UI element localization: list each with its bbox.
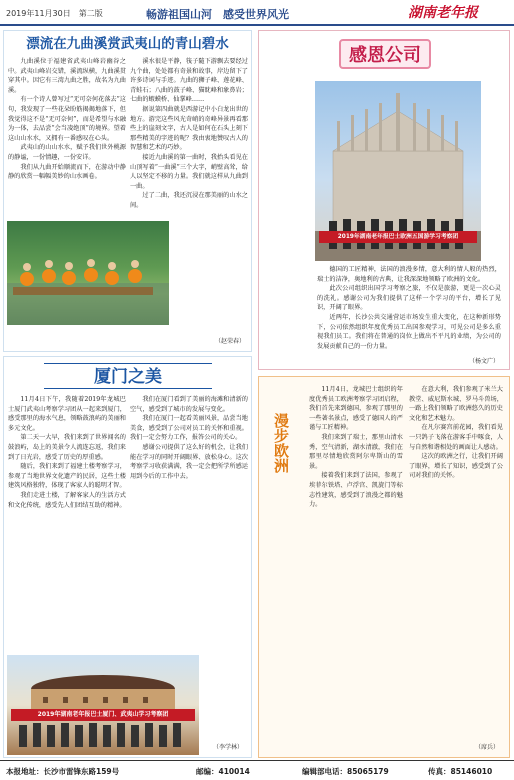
- photo-banner: 2019年湖南老年报巴士厦门、武夷山学习考察团: [11, 709, 195, 721]
- article-europe: [258, 376, 510, 758]
- newspaper-logo: 湖南老年报: [408, 5, 478, 21]
- paragraph: 感谢公司提供了这么好的机会，让我们能在学习的同时开阔眼界、放松身心。这次考察学习收获满满，我一定会把所学所感运用到今后的工作中去。: [130, 443, 248, 480]
- paragraph: 近两年，长沙公共交通营运市场发生重大变化，在这种新形势下，公司依然组织年度优秀员工出国参观学习，可见公司是多么重视我们员工。我们将在普通的岗位上做出不平凡的业绩，为公司的发展贡献自己的一份力量。: [317, 313, 501, 350]
- paragraph: 我们走进土楼，了解客家人的生活方式和文化传统，感受先人们团结互助的精神。: [8, 491, 126, 509]
- article-title: 厦门之美: [44, 363, 212, 389]
- paragraph: 九曲溪位于福建省武夷山峰岩幽谷之中。武夷山峰岩交错，溪流纵横，九曲溪贯穿其中。因它有三湾九曲之胜，故名为九曲溪。: [8, 58, 126, 94]
- paragraph: 我们在厦门一起看美丽风景，品尝当地美食，感受到了公司对员工的关怀和重视。我们一定会努力工作，报答公司的关心。: [130, 415, 248, 442]
- paragraph: 武夷山的山山水水，赋予我们世外桃源的静谧，一份情趣，一份安详。: [8, 144, 126, 161]
- paragraph: 此次公司组织出国学习考察之旅，不仅是旅游，更是一次心灵的洗礼。感谢公司为我们提供了这样一个学习的平台，增长了见识，开阔了眼界。: [317, 285, 501, 312]
- paragraph: 溪水很是平静，筏子隨下游飘去要经过九个曲，处处都有奇景和故事，岸边留下了许多诗词与手迹。九曲的狮子峰、莲花峰、青蛙石；八曲的鼓子峰、猫眈峰和象鼻岩；七曲的蝦蟆桥、仙掌峰……: [130, 58, 248, 104]
- article-title: 感恩公司: [339, 39, 431, 69]
- paragraph: 德国的工匠精神，法国的浪漫多情，意大利的情人般的热烈，瑞士的洁净，奥地利的古典，让我深深地领略了欧洲的文化。: [317, 266, 501, 283]
- article-col-right: [130, 57, 248, 211]
- footer-postcode: 邮编：410014: [196, 767, 250, 776]
- article-col-left: [8, 395, 126, 510]
- page-header: [0, 0, 514, 26]
- author-signature: （席兵）: [474, 744, 499, 751]
- footer-fax: 传真：85146010: [428, 767, 493, 776]
- article-col-right: [130, 395, 248, 481]
- paragraph: 接着我们来到了法国，参观了埃菲尔铁塔、卢浮宫、凯旋门等标志性建筑，感受到了浪漫之都的魅力。: [309, 472, 403, 509]
- issue-date: 2019年11月30日 第二版: [6, 9, 103, 18]
- paragraph: 随后，我们来到了福建土楼考察学习，参观了当地世界文化遗产的民居，这些土楼建筑风格独特，体现了客家人的聪明才智。: [8, 463, 126, 490]
- paragraph: 第二天一大早，我们来到了世界闻名的鼓浪屿，岛上的美景令人流连忘返，我们来到了日光岩，感受了历史的厚重感。: [8, 434, 126, 461]
- article-wuyi: [3, 30, 252, 352]
- paragraph: 11月4日，龙城巴士组织的年度优秀员工欧洲考察学习团启程，我们首先来到德国，参观了那里的一些著名景点，感受了德国人的严谨与工匠精神。: [309, 386, 403, 432]
- paragraph: 我们在厦门看到了美丽的海滩和清新的空气，感受到了城市的发展与变化。: [130, 396, 248, 413]
- footer-address: 本报地址：长沙市雷锋东路159号: [6, 767, 120, 776]
- paragraph: 接近九曲溪的第一曲时，我抬头看见在山顶写着“一曲溪”三个大字，峭壁高耸，给人以坚定不移的力量。我们就这样从九曲到一曲。: [130, 153, 248, 190]
- article-gratitude: [258, 30, 510, 370]
- paragraph: 在凡尔赛宫前花园，我们看见一只鸽子飞落在游客手中啄食，人与自然和谐相处的画面让人感动。: [409, 424, 503, 451]
- photo-banner: 2019年湖南老年报巴士欧洲五国游学习考察团: [319, 231, 477, 243]
- paragraph: 有一个诗人曾写过“无可奈何花落去”这句，我发现了一些花朵盼筋揭揭地落下，但我觉得这不是“无可奈何”，而是希望与水融为一体，去品尝“会当凌绝顶”的境界。望着这山山水水，又拥有一番感叹在心头。: [8, 96, 126, 142]
- article-xiamen: [3, 356, 252, 758]
- paragraph: 过了二曲，我还沉浸在那美丽的山水之间。: [130, 192, 248, 209]
- author-signature: （赵荣春）: [214, 338, 245, 345]
- author-signature: （李学林）: [212, 744, 243, 751]
- paragraph: 据说第四曲就是西游记中小白龙出世的地方。游完这些风光奇峭的奇峰异景再看那些上的崖刻文字，古人是如何在石头上刻下那些精美的字迹的呢？我由衷地赞叹古人的智慧和艺术的巧妙。: [130, 105, 248, 152]
- footer-editor-phone: 编辑部电话：85065179: [302, 767, 389, 776]
- rafting-photo: [7, 221, 169, 325]
- tulou-photo: [7, 655, 199, 755]
- article-col-left: [309, 385, 403, 510]
- article-col-left: [8, 57, 126, 182]
- milan-cathedral-photo: [315, 81, 481, 261]
- page-footer: [0, 760, 514, 780]
- column-title: 畅游祖国山河 感受世界风光: [146, 8, 289, 21]
- paragraph: 在意大利，我们参观了米兰大教堂、威尼斯水城、罗马斗兽场，一路上我们领略了欧洲悠久的历史文化和艺术魅力。: [409, 386, 503, 422]
- author-signature: （杨文广）: [468, 358, 499, 365]
- paragraph: 我们来到了瑞士，那里山清水秀，空气清新，湖水清澈，我们在那里尽情地欣赏阿尔卑斯山的雪景。: [309, 433, 403, 470]
- article-title: 漫步欧洲: [272, 413, 290, 473]
- paragraph: 我们从九曲开始顺流而下，在游动中静静的欣赏一幅幅美妙的山水画卷。: [8, 163, 126, 181]
- article-col-right: [409, 385, 503, 481]
- paragraph: 这次的欧洲之行，让我们开阔了眼界，增长了知识，感受到了公司对我们的关怀。: [409, 453, 503, 480]
- article-body: [317, 265, 501, 351]
- paragraph: 11月4日下午，我随着2019年龙城巴士厦门武夷山考察学习团从一起来到厦门，感受那里的海水气息，领略鼓浪屿的美丽和多元文化。: [8, 396, 126, 432]
- article-title: 漂流在九曲溪赏武夷山的青山碧水: [26, 36, 229, 52]
